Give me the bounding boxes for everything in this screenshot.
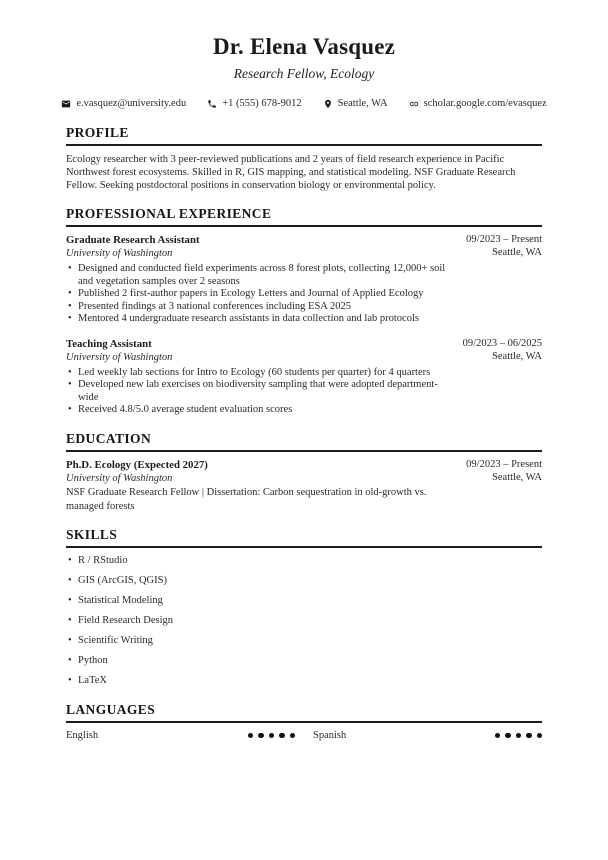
experience-entry-left xyxy=(66,234,200,261)
experience-entries xyxy=(66,234,542,416)
contact-website[interactable] xyxy=(409,98,547,109)
level-dot-filled xyxy=(537,733,543,739)
language-level-dots xyxy=(248,733,296,739)
language-row xyxy=(66,730,295,741)
level-dot-filled xyxy=(526,733,532,739)
skill-item: • R / RStudio xyxy=(66,555,542,568)
degree-title: Ph.D. Ecology (Expected 2027) xyxy=(66,458,208,471)
experience-entry xyxy=(66,338,542,417)
resume-header xyxy=(66,34,547,110)
experience-entry xyxy=(66,234,542,326)
skill-item: • LaTeX xyxy=(66,675,542,688)
job-organization: University of Washington xyxy=(66,351,173,363)
skill-item: • Statistical Modeling xyxy=(66,595,542,608)
level-dot-filled xyxy=(516,733,522,739)
skills-list xyxy=(66,555,542,688)
contact-phone-text: +1 (555) 678-9012 xyxy=(222,98,302,110)
job-bullet-item: • Mentored 4 undergraduate research assistants in data collection and lab protocols xyxy=(66,313,448,326)
education-entry xyxy=(66,459,542,513)
level-dot-filled xyxy=(505,733,511,739)
section-skills xyxy=(66,527,542,688)
education-heading: EDUCATION xyxy=(66,431,542,452)
language-level-dots xyxy=(495,733,543,739)
experience-entry-right xyxy=(466,234,542,259)
job-organization: University of Washington xyxy=(66,248,173,260)
education-entries xyxy=(66,459,542,513)
education-entry-left xyxy=(66,459,438,513)
section-languages xyxy=(66,702,542,741)
envelope-icon xyxy=(61,99,71,109)
profile-heading: PROFILE xyxy=(66,125,542,146)
job-bullet-item: • Received 4.8/5.0 average student evaluation scores xyxy=(66,404,448,417)
job-dates: 09/2023 – 06/2025 xyxy=(462,338,542,349)
contact-location xyxy=(323,98,388,109)
job-bullet-item: • Presented findings at 3 national conferences including ESA 2025 xyxy=(66,301,448,314)
job-location: Seattle, WA xyxy=(492,247,542,259)
link-icon xyxy=(409,99,419,109)
level-dot-filled xyxy=(248,733,254,739)
language-name: Spanish xyxy=(313,729,347,741)
skills-heading: SKILLS xyxy=(66,527,542,548)
section-profile xyxy=(66,125,542,192)
section-experience xyxy=(66,206,542,416)
skill-item: • Scientific Writing xyxy=(66,635,542,648)
contact-phone[interactable] xyxy=(207,98,301,109)
degree-organization: University of Washington xyxy=(66,472,173,484)
contact-row xyxy=(66,98,547,110)
level-dot-filled xyxy=(290,733,296,739)
job-position: Teaching Assistant xyxy=(66,338,152,350)
languages-grid xyxy=(66,730,542,741)
contact-location-text: Seattle, WA xyxy=(337,98,388,110)
job-location: Seattle, WA xyxy=(492,350,542,362)
job-dates: 09/2023 – Present xyxy=(466,234,542,246)
job-bullet-item: • Published 2 first-author papers in Ecology Letters and Journal of Applied Ecology xyxy=(66,288,448,301)
skill-item: • Python xyxy=(66,655,542,668)
job-bullet-item: • Designed and conducted field experiments across 8 forest plots, collecting 12,000+ soil and vegetation samples over 2 seasons xyxy=(66,263,448,288)
level-dot-filled xyxy=(258,733,264,739)
section-education xyxy=(66,431,542,513)
job-bullet-item: • Led weekly lab sections for Intro to Ecology (60 students per quarter) for 4 quarters xyxy=(66,367,448,380)
experience-entry-head xyxy=(66,338,542,365)
job-bullet-item: • Developed new lab exercises on biodiversity sampling that were adopted department-wide xyxy=(66,379,448,404)
map-pin-icon xyxy=(323,99,333,109)
degree-details: NSF Graduate Research Fellow | Dissertation: Carbon sequestration in old-growth vs. managed forests xyxy=(66,487,427,512)
contact-email-text: e.vasquez@university.edu xyxy=(76,98,187,110)
contact-website-text: scholar.google.com/evasquez xyxy=(423,98,547,110)
job-bullet-list xyxy=(66,367,448,417)
job-bullet-list xyxy=(66,263,448,326)
level-dot-filled xyxy=(495,733,501,739)
experience-entry-left xyxy=(66,338,172,365)
phone-icon xyxy=(207,99,217,109)
language-name: English xyxy=(66,729,99,741)
language-row xyxy=(313,730,542,741)
experience-heading: PROFESSIONAL EXPERIENCE xyxy=(66,206,542,227)
level-dot-filled xyxy=(269,733,275,739)
page-title: Dr. Elena Vasquez xyxy=(212,34,396,59)
education-entry-head xyxy=(66,459,542,513)
job-position: Graduate Research Assistant xyxy=(66,234,200,247)
experience-entry-head xyxy=(66,234,542,261)
contact-email[interactable] xyxy=(61,98,186,109)
skill-item: • GIS (ArcGIS, QGIS) xyxy=(66,575,542,588)
languages-heading: LANGUAGES xyxy=(66,702,542,723)
education-entry-right xyxy=(466,459,542,484)
degree-location: Seattle, WA xyxy=(492,471,542,483)
degree-dates: 09/2023 – Present xyxy=(466,458,542,470)
level-dot-filled xyxy=(279,733,285,739)
job-title-subtitle: Research Fellow, Ecology xyxy=(233,66,375,82)
skill-item: • Field Research Design xyxy=(66,615,542,628)
profile-text: Ecology researcher with 3 peer-reviewed publications and 2 years of field research experience in Pacific Northwest forest ecosystems. Skilled in R, GIS mapping, and statistical modeling. NSF Graduate Research Fellow. Seeking postdoctoral positions in conservation biology or environmental policy. xyxy=(66,154,516,192)
experience-entry-right xyxy=(463,338,542,363)
